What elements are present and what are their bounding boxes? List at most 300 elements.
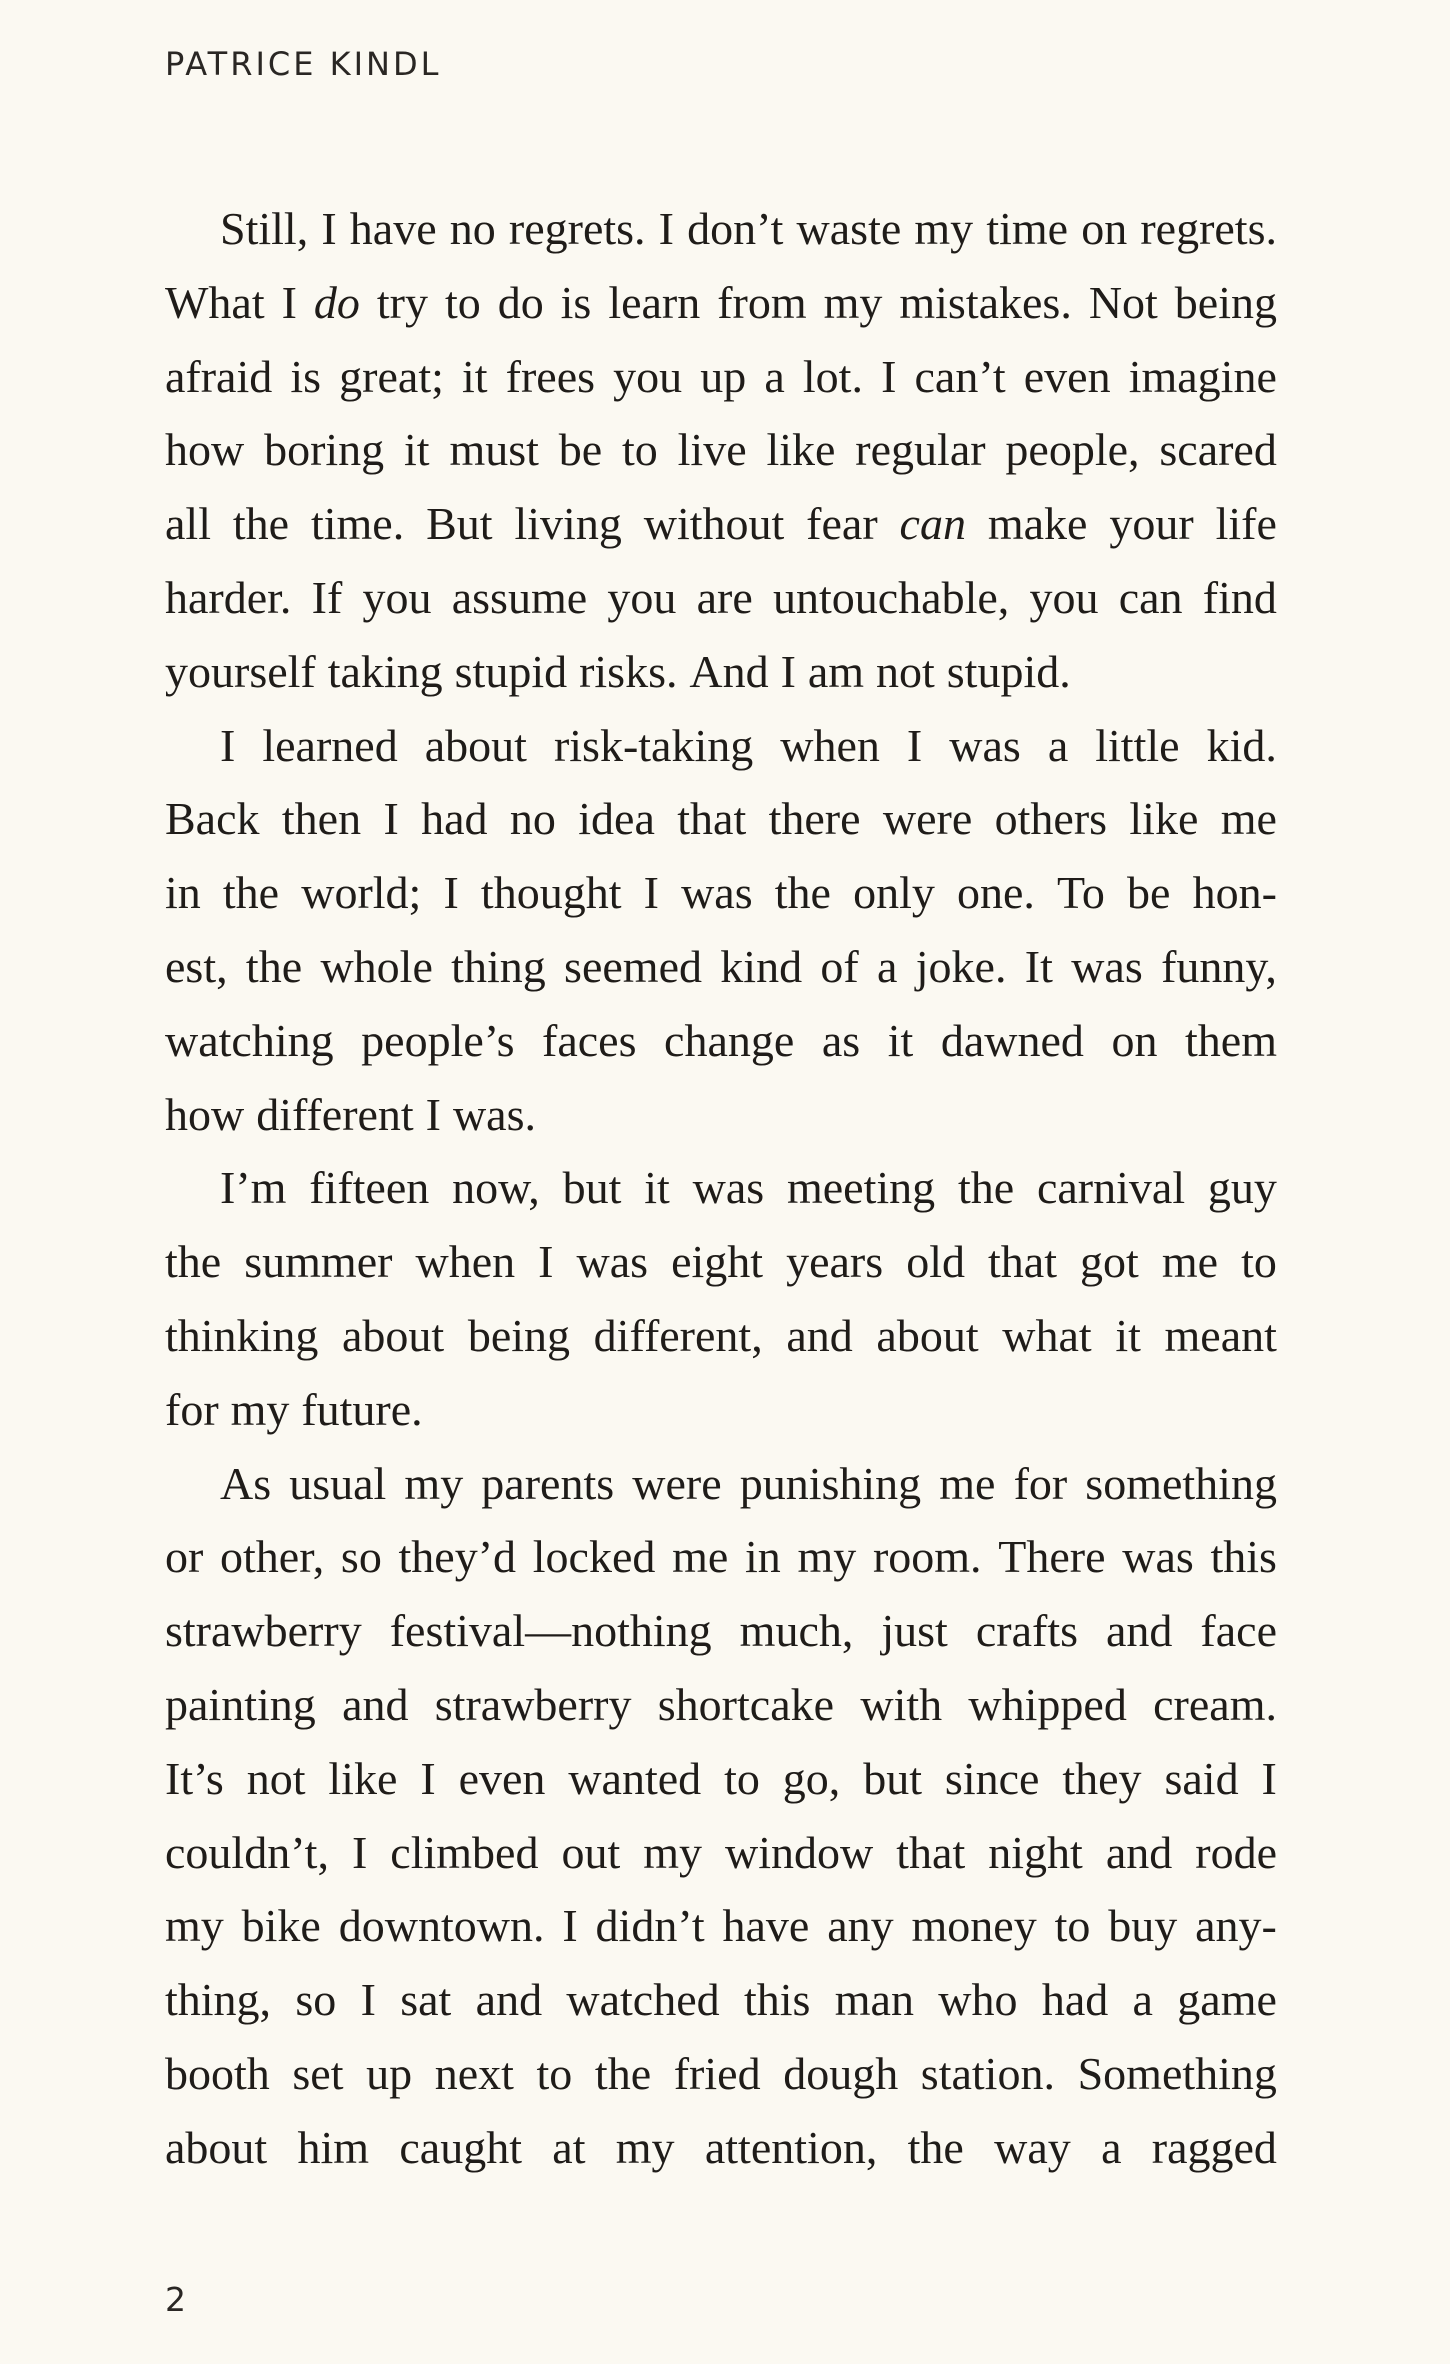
text-line bbox=[165, 1447, 1277, 1521]
word: no bbox=[509, 793, 556, 845]
word: my bbox=[165, 1900, 224, 1952]
word: so bbox=[295, 1974, 337, 2026]
word: for bbox=[165, 1383, 219, 1435]
word: had bbox=[1041, 1974, 1109, 2026]
word: that bbox=[896, 1826, 966, 1878]
word: hon- bbox=[1192, 867, 1277, 919]
text-line bbox=[165, 192, 1277, 266]
word: window bbox=[725, 1826, 874, 1878]
word: to bbox=[1054, 1900, 1091, 1952]
word: at bbox=[552, 2121, 586, 2173]
word: me bbox=[1220, 793, 1277, 845]
word: scared bbox=[1159, 424, 1277, 476]
word: with bbox=[860, 1678, 943, 1730]
word: downtown. bbox=[338, 1900, 545, 1952]
running-head: PATRICE KINDL bbox=[165, 45, 442, 83]
word: I bbox=[383, 793, 399, 845]
word: room. bbox=[872, 1531, 982, 1583]
word: the bbox=[594, 2047, 652, 2099]
word: something bbox=[1085, 1457, 1277, 1509]
word: my bbox=[615, 2121, 675, 2173]
word: station. bbox=[920, 2047, 1055, 2099]
word: game bbox=[1177, 1974, 1277, 2026]
word: are bbox=[696, 571, 753, 623]
word: just bbox=[881, 1605, 948, 1657]
word: what bbox=[1002, 1309, 1092, 1361]
word: to bbox=[622, 424, 658, 476]
word: like bbox=[766, 424, 836, 476]
word: this bbox=[1210, 1531, 1277, 1583]
word: risks. bbox=[579, 645, 678, 697]
word: is bbox=[560, 276, 592, 328]
word: idea bbox=[578, 793, 655, 845]
word: yourself bbox=[165, 645, 316, 697]
word: was bbox=[1122, 1531, 1194, 1583]
word: carnival bbox=[1036, 1162, 1186, 1214]
word: regrets. bbox=[1140, 203, 1277, 254]
word: different, bbox=[593, 1309, 763, 1361]
word: live bbox=[677, 424, 747, 476]
word: the bbox=[907, 2121, 964, 2173]
word: whipped bbox=[968, 1678, 1127, 1730]
word: from bbox=[717, 276, 807, 328]
word: to bbox=[444, 276, 481, 328]
word: ragged bbox=[1151, 2121, 1277, 2173]
word: crafts bbox=[975, 1605, 1078, 1657]
word: one. bbox=[956, 867, 1035, 919]
word: and bbox=[475, 1974, 543, 2026]
word: watched bbox=[566, 1974, 720, 2026]
word: bike bbox=[241, 1900, 321, 1952]
word: that bbox=[677, 793, 747, 845]
text-line bbox=[165, 635, 1277, 709]
word: like bbox=[1129, 793, 1199, 845]
word: my bbox=[914, 203, 974, 254]
word: I bbox=[425, 1088, 441, 1140]
word: wanted bbox=[568, 1752, 702, 1804]
word: What bbox=[165, 276, 265, 328]
text-line bbox=[165, 1373, 1277, 1447]
word: regrets. bbox=[508, 203, 646, 254]
word: I bbox=[1261, 1752, 1277, 1804]
word: attention, bbox=[704, 2121, 878, 2173]
text-line bbox=[165, 1668, 1277, 1742]
word: up bbox=[700, 350, 747, 402]
word: I bbox=[220, 719, 236, 771]
word: in bbox=[165, 867, 201, 919]
word: him bbox=[297, 2121, 370, 2173]
word: faces bbox=[542, 1014, 637, 1066]
word: go, bbox=[782, 1752, 841, 1804]
word: a bbox=[1101, 2121, 1122, 2173]
word: even bbox=[1023, 350, 1111, 402]
word: but bbox=[562, 1162, 622, 1214]
word: future. bbox=[301, 1383, 423, 1435]
word: assume bbox=[451, 571, 588, 623]
word: I bbox=[321, 203, 337, 254]
body-text bbox=[165, 192, 1277, 2185]
word: about bbox=[165, 2121, 268, 2173]
word: watching bbox=[165, 1014, 334, 1066]
word: to bbox=[724, 1752, 760, 1804]
text-line bbox=[165, 709, 1277, 783]
word: up bbox=[366, 2047, 413, 2099]
word: Back bbox=[165, 793, 260, 845]
word: don’t bbox=[687, 203, 784, 254]
text-line bbox=[165, 266, 1277, 340]
word: fried bbox=[673, 2047, 761, 2099]
word: they’d bbox=[398, 1531, 517, 1583]
word: said bbox=[1164, 1752, 1239, 1804]
word: There bbox=[998, 1531, 1106, 1583]
word: stupid. bbox=[946, 645, 1071, 697]
word: no bbox=[449, 203, 496, 254]
word: be bbox=[1127, 867, 1171, 919]
word: was bbox=[692, 1162, 765, 1214]
word: taking bbox=[327, 645, 443, 697]
word: harder. bbox=[165, 571, 292, 623]
word: my bbox=[823, 276, 883, 328]
word: only bbox=[853, 867, 935, 919]
word: they bbox=[1062, 1752, 1142, 1804]
word: you bbox=[607, 571, 677, 623]
word: years bbox=[786, 1236, 884, 1288]
word: when bbox=[415, 1236, 516, 1288]
word: were bbox=[632, 1457, 722, 1509]
word: and bbox=[1105, 1826, 1173, 1878]
word: As bbox=[220, 1457, 272, 1509]
word: my bbox=[797, 1531, 857, 1583]
word: living bbox=[514, 498, 622, 550]
word: face bbox=[1200, 1605, 1277, 1657]
word: It bbox=[1024, 940, 1053, 992]
word: me bbox=[939, 1457, 996, 1509]
word: make bbox=[987, 498, 1088, 550]
word: can’t bbox=[914, 350, 1006, 402]
word: I bbox=[443, 867, 459, 919]
word: Something bbox=[1077, 2047, 1277, 2099]
word: it bbox=[462, 350, 488, 402]
word: I bbox=[643, 867, 659, 919]
word: change bbox=[664, 1014, 795, 1066]
text-line bbox=[165, 1816, 1277, 1890]
word: this bbox=[743, 1974, 811, 2026]
word: Not bbox=[1088, 276, 1158, 328]
word: being bbox=[467, 1309, 571, 1361]
word: locked bbox=[532, 1531, 656, 1583]
word: booth bbox=[165, 2047, 270, 2099]
word: and bbox=[1106, 1605, 1173, 1657]
word: joke. bbox=[915, 940, 1007, 992]
word: was bbox=[949, 719, 1021, 771]
word: the bbox=[232, 498, 290, 550]
word: strawberry bbox=[165, 1605, 362, 1657]
text-line bbox=[165, 1151, 1277, 1225]
word: it bbox=[887, 1014, 914, 1066]
word: were bbox=[882, 793, 973, 845]
word: I bbox=[562, 1900, 578, 1952]
word: time bbox=[986, 203, 1069, 254]
word: my bbox=[643, 1826, 703, 1878]
word: shortcake bbox=[657, 1678, 835, 1730]
word: boring bbox=[264, 424, 385, 476]
word: as bbox=[821, 1014, 861, 1066]
text-line bbox=[165, 413, 1277, 487]
word: imagine bbox=[1128, 350, 1277, 402]
word: to bbox=[1241, 1236, 1277, 1288]
word: other, bbox=[220, 1531, 325, 1583]
word: If bbox=[311, 571, 343, 623]
word: great; bbox=[339, 350, 444, 402]
word: since bbox=[944, 1752, 1040, 1804]
word: kid. bbox=[1206, 719, 1277, 771]
text-line bbox=[165, 487, 1277, 561]
word: money bbox=[911, 1900, 1037, 1952]
text-line bbox=[165, 1742, 1277, 1816]
word: can bbox=[899, 498, 966, 550]
word: try bbox=[376, 276, 428, 328]
word: regular bbox=[855, 424, 986, 476]
word: usual bbox=[289, 1457, 387, 1509]
word: little bbox=[1095, 719, 1180, 771]
word: any bbox=[827, 1900, 894, 1952]
word: I bbox=[538, 1236, 554, 1288]
word: thinking bbox=[165, 1309, 319, 1361]
word: it bbox=[404, 424, 430, 476]
text-line bbox=[165, 1520, 1277, 1594]
text-line bbox=[165, 856, 1277, 930]
word: there bbox=[768, 793, 861, 845]
word: that bbox=[988, 1236, 1057, 1288]
text-line bbox=[165, 1078, 1277, 1152]
word: kind bbox=[720, 940, 803, 992]
word: on bbox=[1111, 1014, 1158, 1066]
word: eight bbox=[671, 1236, 764, 1288]
word: meant bbox=[1164, 1309, 1277, 1361]
word: sat bbox=[400, 1974, 452, 2026]
word: I bbox=[420, 1752, 436, 1804]
word: the bbox=[774, 867, 831, 919]
page-number: 2 bbox=[165, 2280, 186, 2319]
word: And bbox=[689, 645, 769, 697]
word: learn bbox=[608, 276, 701, 328]
word: climbed bbox=[390, 1826, 539, 1878]
text-line bbox=[165, 561, 1277, 635]
word: the bbox=[245, 940, 303, 992]
word: painting bbox=[165, 1678, 316, 1730]
word: can bbox=[1118, 571, 1183, 623]
word: without bbox=[643, 498, 785, 550]
word: punishing bbox=[739, 1457, 922, 1509]
word: untouchable, bbox=[772, 571, 1010, 623]
word: I bbox=[780, 645, 796, 697]
word: you bbox=[362, 571, 432, 623]
word: different bbox=[256, 1088, 414, 1140]
word: lot. bbox=[802, 350, 863, 402]
word: afraid bbox=[165, 350, 273, 402]
word: frees bbox=[505, 350, 596, 402]
word: was. bbox=[452, 1088, 536, 1140]
word: then bbox=[281, 793, 362, 845]
word: my bbox=[404, 1457, 464, 1509]
text-line bbox=[165, 2111, 1277, 2185]
text-line bbox=[165, 1889, 1277, 1963]
word: strawberry bbox=[434, 1678, 632, 1730]
word: in bbox=[744, 1531, 781, 1583]
word: man bbox=[834, 1974, 914, 2026]
word: how bbox=[165, 1088, 245, 1140]
word: find bbox=[1202, 571, 1277, 623]
word: world; bbox=[301, 867, 422, 919]
word: had bbox=[421, 793, 488, 845]
word: thought bbox=[480, 867, 622, 919]
word: being bbox=[1174, 276, 1277, 328]
text-line bbox=[165, 1225, 1277, 1299]
word: dawned bbox=[940, 1014, 1084, 1066]
word: I bbox=[906, 719, 923, 771]
text-line bbox=[165, 1594, 1277, 1668]
text-line bbox=[165, 2037, 1277, 2111]
text-line bbox=[165, 1004, 1277, 1078]
word: Still, bbox=[220, 203, 309, 254]
word: stupid bbox=[454, 645, 568, 697]
word: am bbox=[807, 645, 865, 697]
word: on bbox=[1081, 203, 1128, 254]
word: time. bbox=[310, 498, 405, 550]
word: like bbox=[328, 1752, 398, 1804]
word: have bbox=[349, 203, 437, 254]
word: cream. bbox=[1153, 1678, 1277, 1730]
word: next bbox=[434, 2047, 514, 2099]
word: risk-taking bbox=[553, 719, 754, 771]
word: you bbox=[1029, 571, 1099, 623]
word: or bbox=[165, 1531, 204, 1583]
word: rode bbox=[1195, 1826, 1277, 1878]
word: a bbox=[1047, 719, 1069, 771]
word: I bbox=[281, 276, 297, 328]
word: do bbox=[313, 276, 360, 328]
word: but bbox=[863, 1752, 922, 1804]
word: any- bbox=[1195, 1900, 1277, 1952]
word: is bbox=[290, 350, 322, 402]
word: couldn’t, bbox=[165, 1826, 329, 1878]
word: was bbox=[576, 1236, 649, 1288]
word: set bbox=[292, 2047, 344, 2099]
word: me bbox=[1161, 1236, 1219, 1288]
word: parents bbox=[481, 1457, 615, 1509]
text-line bbox=[165, 1299, 1277, 1373]
word: festival—nothing bbox=[389, 1605, 712, 1657]
word: learned bbox=[262, 719, 398, 771]
word: I’m bbox=[220, 1162, 287, 1214]
word: of bbox=[820, 940, 859, 992]
word: and bbox=[786, 1309, 853, 1361]
word: them bbox=[1185, 1014, 1277, 1066]
word: it bbox=[644, 1162, 670, 1214]
word: meeting bbox=[786, 1162, 936, 1214]
word: your bbox=[1109, 498, 1194, 550]
word: dough bbox=[783, 2047, 899, 2099]
word: To bbox=[1057, 867, 1105, 919]
word: way bbox=[994, 2121, 1071, 2173]
word: I bbox=[658, 203, 674, 254]
word: my bbox=[230, 1383, 290, 1435]
word: to bbox=[536, 2047, 573, 2099]
word: have bbox=[722, 1900, 810, 1952]
word: night bbox=[988, 1826, 1083, 1878]
word: a bbox=[877, 940, 898, 992]
word: others bbox=[994, 793, 1108, 845]
word: waste bbox=[796, 203, 902, 254]
word: when bbox=[780, 719, 880, 771]
word: old bbox=[906, 1236, 965, 1288]
word: must bbox=[449, 424, 539, 476]
word: you bbox=[613, 350, 683, 402]
word: a bbox=[764, 350, 785, 402]
word: I bbox=[360, 1974, 376, 2026]
word: funny, bbox=[1161, 940, 1277, 992]
word: thing, bbox=[165, 1974, 272, 2026]
text-line bbox=[165, 782, 1277, 856]
word: seemed bbox=[564, 940, 702, 992]
word: caught bbox=[399, 2121, 522, 2173]
word: mistakes. bbox=[899, 276, 1072, 328]
word: do bbox=[497, 276, 544, 328]
word: about bbox=[341, 1309, 445, 1361]
word: I bbox=[881, 350, 897, 402]
word: much, bbox=[739, 1605, 854, 1657]
word: out bbox=[561, 1826, 621, 1878]
word: I bbox=[351, 1826, 368, 1878]
word: didn’t bbox=[595, 1900, 705, 1952]
word: not bbox=[246, 1752, 306, 1804]
word: not bbox=[876, 645, 935, 697]
word: now, bbox=[452, 1162, 540, 1214]
word: all bbox=[165, 498, 211, 550]
text-line bbox=[165, 340, 1277, 414]
word: about bbox=[876, 1309, 979, 1361]
word: whole bbox=[320, 940, 433, 992]
word: summer bbox=[244, 1236, 393, 1288]
word: was bbox=[681, 867, 753, 919]
word: was bbox=[1071, 940, 1143, 992]
word: guy bbox=[1207, 1162, 1277, 1214]
word: how bbox=[165, 424, 245, 476]
word: the bbox=[222, 867, 280, 919]
word: got bbox=[1080, 1236, 1139, 1288]
word: the bbox=[957, 1162, 1015, 1214]
word: thing bbox=[451, 940, 546, 992]
word: even bbox=[458, 1752, 546, 1804]
word: buy bbox=[1108, 1900, 1178, 1952]
text-line bbox=[165, 1963, 1277, 2037]
word: for bbox=[1013, 1457, 1068, 1509]
word: a bbox=[1132, 1974, 1153, 2026]
word: life bbox=[1215, 498, 1277, 550]
word: so bbox=[340, 1531, 382, 1583]
word: est, bbox=[165, 940, 228, 992]
word: be bbox=[558, 424, 603, 476]
word: fear bbox=[806, 498, 878, 550]
word: people, bbox=[1005, 424, 1140, 476]
word: who bbox=[938, 1974, 1018, 2026]
word: But bbox=[426, 498, 493, 550]
word: It’s bbox=[165, 1752, 224, 1804]
word: it bbox=[1115, 1309, 1141, 1361]
word: me bbox=[672, 1531, 729, 1583]
word: the bbox=[165, 1236, 222, 1288]
word: people’s bbox=[361, 1014, 515, 1066]
